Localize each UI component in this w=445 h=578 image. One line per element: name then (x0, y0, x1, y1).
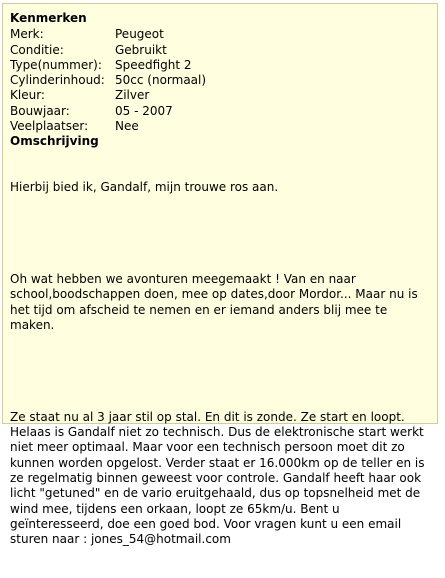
description-paragraph: Ze staat nu al 3 jaar stil op stal. En dit is zonde. Ze start en loopt. Helaas is Gandalf niet zo technisch. Dus de elektronische start werkt niet meer optimaal. Maar voor een technisch persoon moet dit zo kunnen worden opgelost. Verder staat er 16.000km op de teller en is ze regelmatig binnen geweest voor controle. Gandalf heeft haar ook licht "getuned" en de vario eruitgehaald, dus op topsnelheid met de wind mee, tijdens een orkaan, loopt ze 65km/u. Bent u geïnteresseerd, doe een goed bod. Voor vragen kunt u een email sturen naar : jones_54@hotmail.com (10, 409, 429, 547)
spec-row-conditie (10, 43, 206, 58)
spec-label: Merk: (10, 27, 44, 42)
spec-row-veelplaatser (10, 119, 206, 134)
spec-row-kleur (10, 88, 206, 103)
paragraph-spacer (10, 226, 431, 241)
spec-label: Bouwjaar: (10, 103, 70, 118)
spec-value: Speedfight 2 (115, 57, 192, 72)
spec-value: Zilver (115, 88, 150, 103)
spec-label: Kleur: (10, 88, 45, 103)
description-paragraph: Oh wat hebben we avonturen meegemaakt ! Van en naar school,boodschappen doen, mee op dates,door Mordor... Maar nu is het tijd om afscheid te nemen en er iemand anders blij mee te maken. (10, 272, 422, 332)
spec-value: Peugeot (115, 27, 164, 42)
spec-label: Veelplaatser: (10, 119, 89, 134)
spec-row-cylinderinhoud (10, 73, 206, 88)
specs-table (10, 27, 206, 134)
spec-value: Gebruikt (115, 42, 167, 57)
spec-label: Conditie: (10, 42, 64, 57)
paragraph-spacer (10, 364, 431, 379)
spec-label: Cylinderinhoud: (10, 73, 105, 88)
kenmerken-heading: Kenmerken (10, 11, 87, 25)
spec-value: 50cc (normaal) (115, 73, 207, 88)
spec-row-type (10, 58, 206, 73)
spec-row-merk (10, 27, 206, 42)
spec-row-bouwjaar (10, 104, 206, 119)
spec-value: 05 - 2007 (115, 103, 173, 118)
description-text (10, 150, 431, 578)
omschrijving-heading: Omschrijving (10, 134, 99, 149)
spec-value: Nee (115, 119, 139, 134)
spec-label: Type(nummer): (10, 57, 102, 72)
description-paragraph: Hierbij bied ik, Gandalf, mijn trouwe ros aan. (10, 180, 279, 195)
listing-details-panel (2, 3, 438, 547)
